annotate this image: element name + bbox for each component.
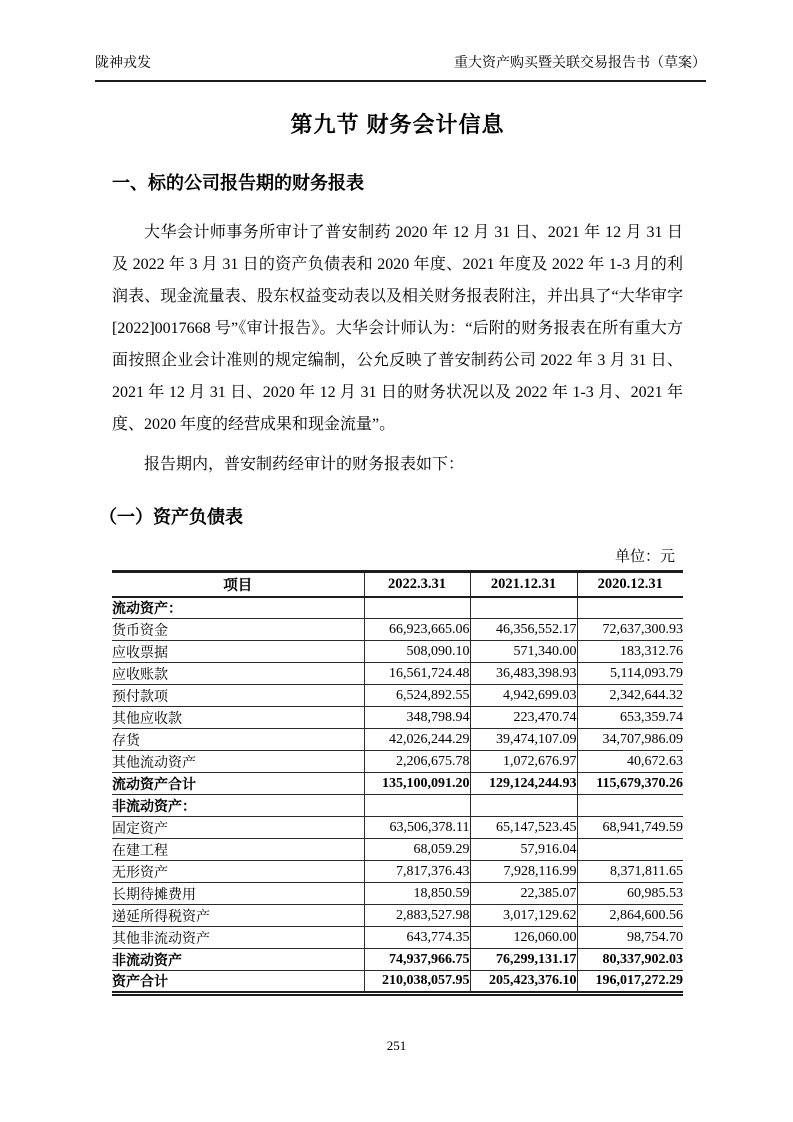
row-value xyxy=(364,795,470,817)
row-value: 66,923,665.06 xyxy=(364,619,470,641)
row-label: 非流动资产： xyxy=(112,795,364,817)
row-value: 223,470.74 xyxy=(470,707,577,729)
row-value: 76,299,131.17 xyxy=(470,949,577,971)
row-label: 货币资金 xyxy=(112,619,364,641)
row-value: 98,754.70 xyxy=(577,927,683,949)
table-row xyxy=(112,597,683,619)
row-value: 6,524,892.55 xyxy=(364,685,470,707)
col-header-2022-3-31: 2022.3.31 xyxy=(364,572,470,597)
report-intro-paragraph: 报告期内，普安制药经审计的财务报表如下： xyxy=(144,456,465,473)
row-value: 40,672.63 xyxy=(577,751,683,773)
row-label: 无形资产 xyxy=(112,861,364,883)
subsection-heading: （一）资产负债表 xyxy=(99,507,243,527)
row-label: 其他非流动资产 xyxy=(112,927,364,949)
row-value: 39,474,107.09 xyxy=(470,729,577,751)
row-value: 68,059.29 xyxy=(364,839,470,861)
row-value: 5,114,093.79 xyxy=(577,663,683,685)
row-value: 7,928,116.99 xyxy=(470,861,577,883)
header-left-text: 陇神戎发 xyxy=(95,56,151,71)
row-value: 8,371,811.65 xyxy=(577,861,683,883)
row-value: 210,038,057.95 xyxy=(364,971,470,994)
row-value: 196,017,272.29 xyxy=(577,971,683,994)
col-header-2021-12-31: 2021.12.31 xyxy=(470,572,577,597)
row-value: 571,340.00 xyxy=(470,641,577,663)
row-value: 80,337,902.03 xyxy=(577,949,683,971)
row-value: 2,206,675.78 xyxy=(364,751,470,773)
row-value: 126,060.00 xyxy=(470,927,577,949)
row-value: 2,864,600.56 xyxy=(577,905,683,927)
table-row xyxy=(112,861,683,883)
header-right-text: 重大资产购买暨关联交易报告书（草案） xyxy=(454,56,706,71)
row-value: 3,017,129.62 xyxy=(470,905,577,927)
col-header-2020-12-31: 2020.12.31 xyxy=(577,572,683,597)
balance-sheet-table xyxy=(112,570,683,996)
section-heading: 一、标的公司报告期的财务报表 xyxy=(112,173,364,193)
row-label: 应收账款 xyxy=(112,663,364,685)
unit-label: 单位：元 xyxy=(614,549,675,565)
row-value: 508,090.10 xyxy=(364,641,470,663)
row-value: 34,707,986.09 xyxy=(577,729,683,751)
table-header-row xyxy=(112,572,683,597)
row-value: 57,916.04 xyxy=(470,839,577,861)
row-value: 183,312.76 xyxy=(577,641,683,663)
row-value: 2,883,527.98 xyxy=(364,905,470,927)
row-label: 流动资产合计 xyxy=(112,773,364,795)
row-label: 非流动资产 xyxy=(112,949,364,971)
table-row xyxy=(112,927,683,949)
table-row xyxy=(112,663,683,685)
row-value: 2,342,644.32 xyxy=(577,685,683,707)
row-value xyxy=(577,795,683,817)
table-row xyxy=(112,905,683,927)
row-value: 65,147,523.45 xyxy=(470,817,577,839)
balance-sheet-body xyxy=(112,597,683,994)
table-row xyxy=(112,949,683,971)
row-value: 18,850.59 xyxy=(364,883,470,905)
table-row xyxy=(112,729,683,751)
table-row xyxy=(112,883,683,905)
table-row xyxy=(112,773,683,795)
chapter-title: 第九节 财务会计信息 xyxy=(290,112,505,137)
row-value: 72,637,300.93 xyxy=(577,619,683,641)
row-value: 68,941,749.59 xyxy=(577,817,683,839)
row-label: 预付款项 xyxy=(112,685,364,707)
row-label: 其他应收款 xyxy=(112,707,364,729)
row-value xyxy=(577,839,683,861)
row-value xyxy=(577,597,683,619)
row-value: 7,817,376.43 xyxy=(364,861,470,883)
row-label: 应收票据 xyxy=(112,641,364,663)
row-label: 流动资产： xyxy=(112,597,364,619)
row-value: 22,385.07 xyxy=(470,883,577,905)
row-value: 36,483,398.93 xyxy=(470,663,577,685)
row-label: 资产合计 xyxy=(112,971,364,994)
table-row xyxy=(112,795,683,817)
row-value: 115,679,370.26 xyxy=(577,773,683,795)
table-row xyxy=(112,707,683,729)
row-value xyxy=(470,597,577,619)
page-number: 251 xyxy=(386,1038,407,1053)
row-value: 42,026,244.29 xyxy=(364,729,470,751)
row-label: 存货 xyxy=(112,729,364,751)
table-row xyxy=(112,971,683,994)
row-value: 63,506,378.11 xyxy=(364,817,470,839)
page-header xyxy=(95,52,706,82)
table-row xyxy=(112,839,683,861)
page-content xyxy=(99,98,683,996)
table-row xyxy=(112,641,683,663)
table-row xyxy=(112,751,683,773)
row-value: 1,072,676.97 xyxy=(470,751,577,773)
row-value: 46,356,552.17 xyxy=(470,619,577,641)
row-label: 递延所得税资产 xyxy=(112,905,364,927)
row-value: 643,774.35 xyxy=(364,927,470,949)
row-label: 长期待摊费用 xyxy=(112,883,364,905)
row-value: 60,985.53 xyxy=(577,883,683,905)
col-header-item: 项目 xyxy=(112,572,364,597)
row-value xyxy=(364,597,470,619)
row-value xyxy=(470,795,577,817)
row-value: 653,359.74 xyxy=(577,707,683,729)
row-value: 74,937,966.75 xyxy=(364,949,470,971)
row-value: 135,100,091.20 xyxy=(364,773,470,795)
audit-opinion-paragraph: 大华会计师事务所审计了普安制药 2020 年 12 月 31 日、2021 年 12 月 31 日及 2022 年 3 月 31 日的资产负债表和 2020 年度、2021 年度及 2022 年 1-3 月的利润表、现金流量表、股东权益变动表以及相关财务报表附注，并出具了“大华审字[2022]0017668 号”《审计报告》。大华会计师认为：“后附的财务报表在所有重大方面按照企业会计准则的规定编制，公允反映了普安制药公司 2022 年 3 月 31 日、2021 年 12 月 31 日、2020 年 12 月 31 日的财务状况以及 2022 年 1-3 月、2021 年度、2020 年度的经营成果和现金流量”。 xyxy=(112,224,683,433)
row-value: 16,561,724.48 xyxy=(364,663,470,685)
row-value: 129,124,244.93 xyxy=(470,773,577,795)
table-row xyxy=(112,619,683,641)
table-row xyxy=(112,685,683,707)
row-label: 固定资产 xyxy=(112,817,364,839)
table-row xyxy=(112,817,683,839)
row-value: 348,798.94 xyxy=(364,707,470,729)
row-label: 其他流动资产 xyxy=(112,751,364,773)
row-value: 4,942,699.03 xyxy=(470,685,577,707)
row-value: 205,423,376.10 xyxy=(470,971,577,994)
row-label: 在建工程 xyxy=(112,839,364,861)
